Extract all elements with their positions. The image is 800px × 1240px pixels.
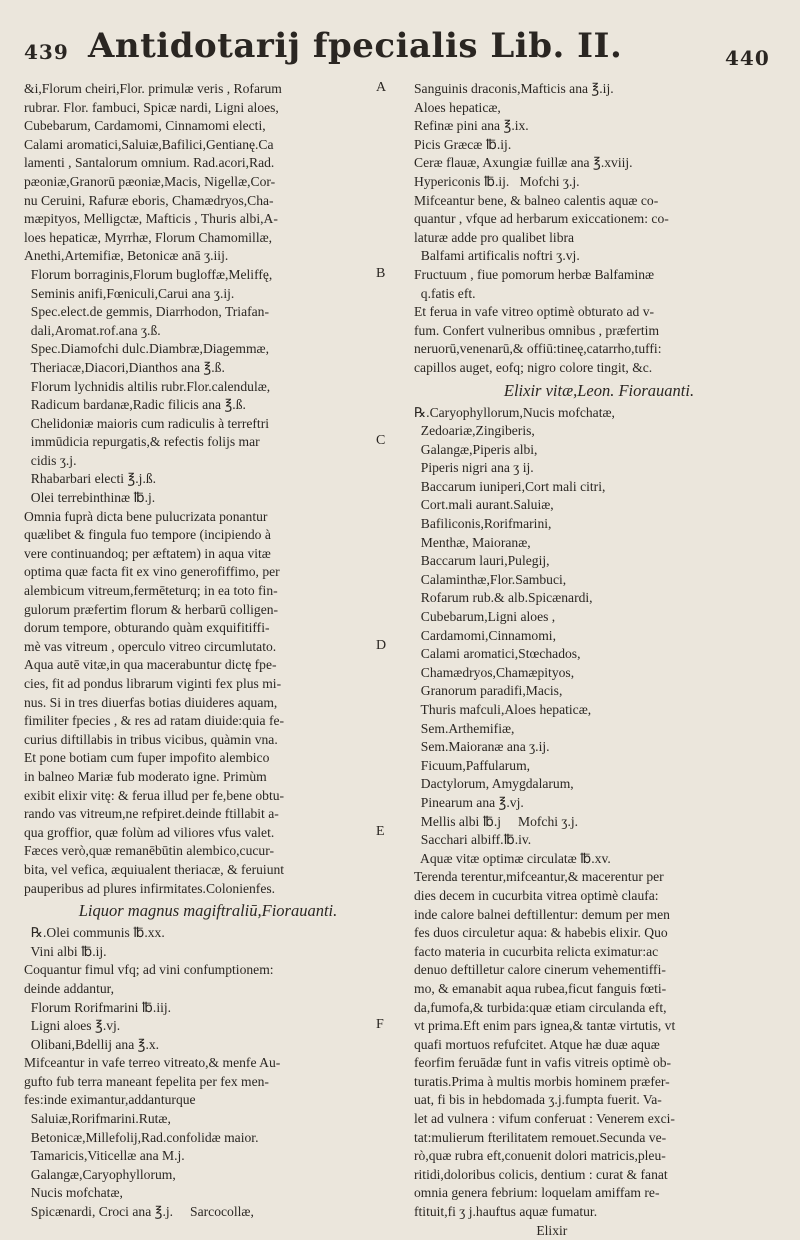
text-line: Baccarum iuniperi,Cort mali citri, [414, 478, 606, 494]
text-line: ℞.Caryophyllorum,Nucis mofchatæ, [414, 404, 615, 420]
text-line: Cubebarum, Cardamomi, Cinnamomi electi, [24, 118, 266, 134]
text-line: vere continuandoq; per æftatem) in aqua vitæ [24, 545, 271, 561]
text-line: optima quæ facta fit ex vino generofiffimo, per [24, 564, 280, 580]
text-line: Pinearum ana ℥.vj. [414, 794, 524, 810]
text-line: Olibani,Bdellij ana ℥.x. [24, 1036, 160, 1052]
text-line: Calaminthæ,Flor.Sambuci, [414, 571, 567, 587]
text-line: facto materia in cucurbita relicta eximatur:ac [414, 943, 659, 959]
text-line: dorum tempore, obturando quàm exquifitiffi- [24, 620, 270, 636]
text-line: Chamædryos,Chamæpityos, [414, 664, 575, 680]
text-line: Cubebarum,Ligni aloes , [414, 609, 556, 625]
text-line: Sem.Maioranæ ana ʒ.ij. [414, 739, 550, 755]
text-line: qua groffior, quæ folùm ad viliores vfus valet. [24, 824, 275, 840]
text-line: Ligni aloes ℥.vj. [24, 1018, 121, 1034]
text-line: immūdicia repurgatis,& refectis folijs mar [24, 434, 260, 450]
text-line: Calami aromatici,Saluiæ,Bafilici,Gentianę.Ca [24, 136, 274, 152]
text-line: Olei terrebinthinæ ℔.j. [24, 490, 156, 506]
text-line: ftituit,fi ʒ j.hauftus aquæ fumatur. [414, 1204, 598, 1220]
text-line: deinde addantur, [24, 980, 115, 996]
text-line: capillos auget, eofq; nigro colore tingit, &c. [414, 359, 653, 375]
margin-letter: B [376, 266, 386, 281]
text-line: Chelidoniæ maioris cum radiculis à terreftri [24, 415, 269, 431]
text-line: Radicum bardanæ,Radic filicis ana ℥.ß. [24, 397, 246, 413]
text-line: Galangæ,Piperis albi, [414, 441, 538, 457]
right-column [414, 80, 784, 1240]
text-line: Zedoariæ,Zingiberis, [414, 423, 535, 439]
text-line: Theriacæ,Diacori,Dianthos ana ℥.ß. [24, 359, 225, 375]
text-line: Elixir [414, 1222, 568, 1238]
text-line: Spec.Diamofchi dulc.Diambræ,Diagemmæ, [24, 341, 270, 357]
page-header [0, 26, 800, 70]
text-line: Betonicæ,Millefolij,Rad.confolidæ maior. [24, 1129, 259, 1145]
text-line: Refinæ pini ana ℥.ix. [414, 118, 529, 134]
text-line: let ad vulnera : vifum conferuat : Venerem exci- [414, 1111, 675, 1127]
page-number-right: 440 [725, 46, 770, 70]
text-line: Spicænardi, Croci ana ℥.j. Sarcocollæ, [24, 1204, 254, 1220]
page-number-left: 439 [24, 40, 69, 64]
text-line: Florum borraginis,Florum bugloffæ,Meliffę, [24, 266, 273, 282]
text-line: fum. Confert vulneribus omnibus , præfertim [414, 322, 660, 338]
text-line: rubrar. Flor. fambuci, Spicæ nardi, Ligni aloes, [24, 99, 279, 115]
text-line: Baccarum lauri,Pulegij, [414, 553, 550, 569]
text-line: Aloes hepaticæ, [414, 99, 501, 115]
text-line: Thuris mafculi,Aloes hepaticæ, [414, 702, 592, 717]
text-line: Mifceantur in vafe terreo vitreato,& menfe Au- [24, 1055, 281, 1071]
running-title: Antidotarij fpecialis Lib. II. [88, 26, 623, 66]
text-line: vt prima.Eft enim pars ignea,& tantæ virtutis, vt [414, 1018, 676, 1034]
text-line: Ceræ flauæ, Axungiæ fuillæ ana ℥.xviij. [414, 155, 633, 171]
left-column [24, 80, 392, 1222]
text-line: Piperis nigri ana ʒ ij. [414, 460, 534, 476]
text-line: q.fatis eft. [414, 285, 476, 301]
text-line: Coquantur fimul vfq; ad vini confumptionem: [24, 962, 274, 978]
text-line: Menthæ, Maioranæ, [414, 534, 531, 550]
text-line: Fæces verò,quæ remanēbūtin alembico,cucur- [24, 843, 274, 859]
section-heading: Elixir vitæ,Leon. Fiorauanti. [503, 380, 695, 400]
text-line: quantur , vfque ad herbarum exiccationem: co- [414, 211, 669, 227]
text-line: Granorum paradifi,Macis, [414, 683, 563, 699]
text-line: pæoniæ,Granorū pæoniæ,Macis, Nigellæ,Cor- [24, 173, 276, 189]
text-line: quafi mortuos refufcitet. Atque hæ duæ aquæ [414, 1036, 660, 1052]
text-line: Tamaricis,Viticellæ ana M.j. [24, 1148, 185, 1164]
text-line: mæpityos, Melligctæ, Mafticis , Thuris albi,A- [24, 211, 278, 227]
text-line: rò,quæ rubra eft,conuenit dolori matricis,pleu- [414, 1148, 666, 1164]
text-line: Dactylorum, Amygdalarum, [414, 776, 574, 792]
text-line: Seminis anifi,Fœniculi,Carui ana ʒ.ij. [24, 285, 235, 301]
text-line: ℞.Olei communis ℔.xx. [24, 925, 165, 941]
text-line: Fructuum , fiue pomorum herbæ Balfaminæ [414, 266, 655, 282]
text-line: alembicum vitreum,fermēteturq; in ea toto fin- [24, 583, 278, 599]
text-line: gufto fub terra maneant fepelita per fex men- [24, 1073, 269, 1089]
text-line: fes duos circuletur aqua: & habebis elixir. Quo [414, 925, 668, 941]
text-line: Anethi,Artemifiæ, Betonicæ anā ʒ.iij. [24, 248, 229, 264]
text-line: curius diftillabis in tribus vicibus, quàmin vna. [24, 731, 278, 747]
text-line: Mellis albi ℔.j Mofchi ʒ.j. [414, 813, 579, 829]
text-line: omnia genera febrium: loquelam amiffam re- [414, 1185, 660, 1201]
text-line: in balneo Mariæ fub moderato igne. Primùm [24, 768, 267, 784]
text-line: Picis Græcæ ℔.ij. [414, 136, 512, 152]
text-line: denuo deftilletur calore cinerum vehementiffi- [414, 962, 666, 978]
text-line: lamenti , Santalorum omnium. Rad.acori,Rad. [24, 155, 275, 171]
text-line: Saluiæ,Rorifmarini.Rutæ, [24, 1111, 171, 1127]
text-line: Sacchari albiff.℔.iv. [414, 832, 532, 848]
text-line: da,fumofa,& turbida:quæ etiam circulanda eft, [414, 999, 667, 1015]
text-line: Vini albi ℔.ij. [24, 943, 107, 959]
text-line: fes:inde eximantur,addanturque [24, 1092, 196, 1108]
text-line: turatis.Prima à multis morbis hominem præfer- [414, 1073, 670, 1089]
text-line: Et ferua in vafe vitreo optimè obturato ad v- [414, 304, 655, 320]
text-line: Cort.mali aurant.Saluiæ, [414, 497, 554, 513]
text-line: fimiliter fpecies , & res ad ratam diuide:quia fe- [24, 713, 285, 729]
text-line: nu Ceruini, Rafuræ eboris, Chamædryos,Cha- [24, 192, 274, 208]
text-line: cies, fit ad pondus librarum viginti fex plus mi- [24, 676, 282, 691]
margin-letter: E [376, 824, 385, 839]
text-line: dies decem in cucurbita vitrea optimè claufa: [414, 887, 659, 903]
text-line: Rhabarbari electi ℥.j.ß. [24, 471, 157, 487]
text-line: ritidi,doloribus colicis, dentium : curat & fanat [414, 1166, 668, 1182]
text-line: Aquæ vitæ optimæ circulatæ ℔.xv. [414, 850, 611, 866]
text-line: Florum lychnidis altilis rubr.Flor.calendulæ, [24, 378, 271, 394]
text-line: bita, vel vefica, æquiualent theriacæ, & feruiunt [24, 861, 285, 877]
text-line: Bafiliconis,Rorifmarini, [414, 516, 552, 532]
text-line: inde calore balnei deftillentur: demum per men [414, 906, 670, 922]
text-line: Sem.Arthemifiæ, [414, 720, 515, 736]
text-line: Florum Rorifmarini ℔.iij. [24, 999, 172, 1015]
text-line: Ficuum,Paffularum, [414, 757, 531, 773]
text-line: dali,Aromat.rof.ana ʒ.ß. [24, 322, 161, 338]
text-line: gulorum præfertim florum & herbarū colligen- [24, 601, 279, 617]
text-line: Mifceantur bene, & balneo calentis aquæ co- [414, 192, 659, 208]
text-line: exibit elixir vitę: & ferua illud per fe,bene obtu- [24, 787, 285, 803]
text-line: &i,Florum cheiri,Flor. primulæ veris , Rofarum [24, 81, 282, 96]
text-line: feorfim feruādæ funt in vafis vitreis optimè ob- [414, 1055, 672, 1071]
text-line: nus. Si in tres diuerfas botias diuideres aquam, [24, 694, 278, 710]
text-line: Aqua autē vitæ,in qua macerabuntur dictę fpe- [24, 657, 277, 673]
text-line: Nucis mofchatæ, [24, 1185, 123, 1201]
margin-letter: D [376, 638, 387, 653]
text-line: rando vas vitreum,ne refpiret.deinde ftillabit a- [24, 806, 279, 822]
text-line: cidis ʒ.j. [24, 452, 77, 468]
text-line: Galangæ,Caryophyllorum, [24, 1166, 176, 1182]
section-heading: Liquor magnus magiftraliū,Fiorauanti. [78, 901, 338, 921]
margin-letter: F [376, 1017, 384, 1032]
text-line: Rofarum rub.& alb.Spicænardi, [414, 590, 593, 606]
text-line: Calami aromatici,Stœchados, [414, 646, 581, 662]
text-line: pauperibus ad plures infirmitates.Colonienfes. [24, 880, 276, 896]
text-line: Spec.elect.de gemmis, Diarrhodon, Triafan- [24, 304, 270, 320]
text-line: Cardamomi,Cinnamomi, [414, 627, 556, 643]
text-line: uat, fi bis in hebdomada ʒ.j.fumpta fuerit. Va- [414, 1092, 662, 1108]
text-line: neruorū,venenarū,& offiū:tineę,catarrho,tuffi: [414, 341, 662, 357]
margin-letter: C [376, 433, 386, 448]
margin-letter: A [376, 80, 387, 95]
text-line: Balfami artificalis noftri ʒ.vj. [414, 248, 580, 264]
text-line: quælibet & fingula fuo tempore (incipiendo à [24, 527, 271, 543]
text-line: loes hepaticæ, Myrrhæ, Florum Chamomillæ, [24, 229, 273, 245]
text-line: Et pone botiam cum fuper impofito alembico [24, 750, 270, 766]
text-line: Omnia fuprà dicta bene pulucrizata ponantur [24, 508, 268, 524]
text-line: mè vas vitreum , operculo vitreo circumlutato. [24, 638, 277, 654]
text-line: tat:mulierum fterilitatem remouet.Secunda ve- [414, 1129, 667, 1145]
text-line: mo, & emanabit aqua rubea,ficut fanguis fœti- [414, 980, 667, 996]
text-line: Terenda terentur,mifceantur,& macerentur per [414, 869, 664, 885]
text-line: laturæ adde pro qualibet libra [414, 229, 575, 245]
text-line: Sanguinis draconis,Mafticis ana ℥.ij. [414, 81, 614, 96]
text-line: Hypericonis ℔.ij. Mofchi ʒ.j. [414, 173, 580, 189]
